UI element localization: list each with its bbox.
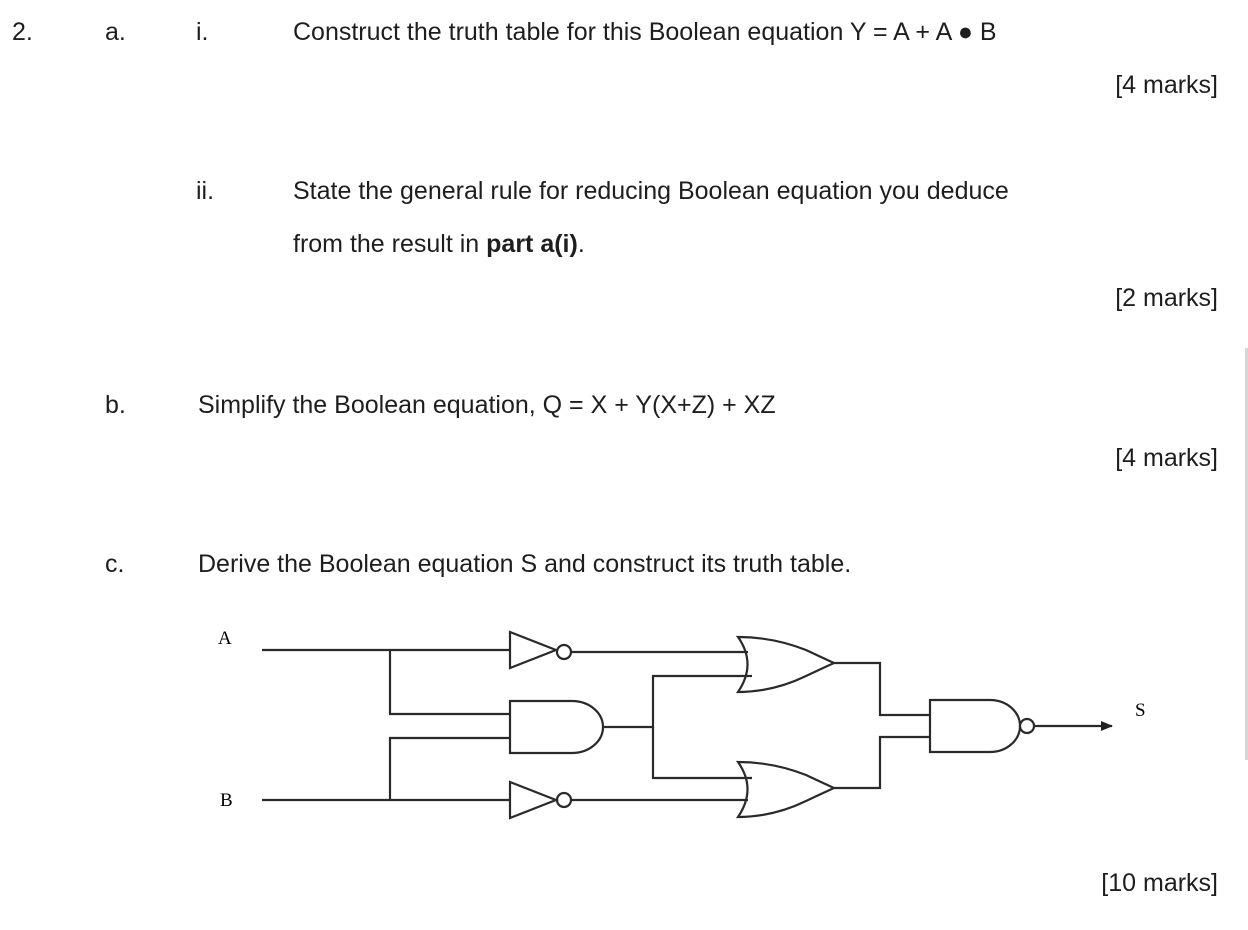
not-gate-b xyxy=(510,782,556,818)
or-gate-1 xyxy=(738,637,834,692)
wire-and-out xyxy=(603,676,752,727)
part-c-marks: [10 marks] xyxy=(1101,869,1218,897)
part-a-i-marks: [4 marks] xyxy=(1115,71,1218,99)
not-gate-a xyxy=(510,632,556,668)
question-number: 2. xyxy=(12,18,33,46)
wire-a-branch xyxy=(390,650,510,714)
part-a-ii-line2-suffix: . xyxy=(577,230,585,258)
part-a-label: a. xyxy=(105,18,126,46)
and-gate-ab xyxy=(510,701,603,753)
output-s-label: S xyxy=(1135,700,1146,721)
wire-and-to-or2 xyxy=(653,727,752,778)
part-a-ii-question-line1: State the general rule for reducing Boolean equation you deduce xyxy=(293,177,1009,205)
part-a-ii-label: ii. xyxy=(196,177,215,205)
part-a-i-label: i. xyxy=(196,18,209,46)
nand-gate-bubble xyxy=(1020,719,1034,733)
not-gate-b-bubble xyxy=(557,793,571,807)
part-c-question: Derive the Boolean equation S and construct its truth table. xyxy=(198,550,852,578)
not-gate-a-bubble xyxy=(557,645,571,659)
part-c-label: c. xyxy=(105,550,125,578)
part-b-label: b. xyxy=(105,391,126,419)
wire-or1-to-nand xyxy=(834,663,930,715)
part-b-question: Simplify the Boolean equation, Q = X + Y(X+Z) + XZ xyxy=(198,391,776,419)
part-a-ii-line2-prefix: from the result in xyxy=(293,230,487,258)
input-a-label: A xyxy=(218,628,232,649)
wire-b-branch xyxy=(390,738,510,800)
part-a-i-question: Construct the truth table for this Boolean equation Y = A + A ● B xyxy=(293,18,997,46)
or-gate-2 xyxy=(738,762,834,817)
part-a-ii-marks: [2 marks] xyxy=(1115,284,1218,312)
input-b-label: B xyxy=(220,790,233,811)
nand-gate xyxy=(930,700,1020,752)
part-b-marks: [4 marks] xyxy=(1115,444,1218,472)
part-a-ii-reference: part a(i) xyxy=(486,230,578,258)
wire-or2-to-nand xyxy=(834,737,930,788)
